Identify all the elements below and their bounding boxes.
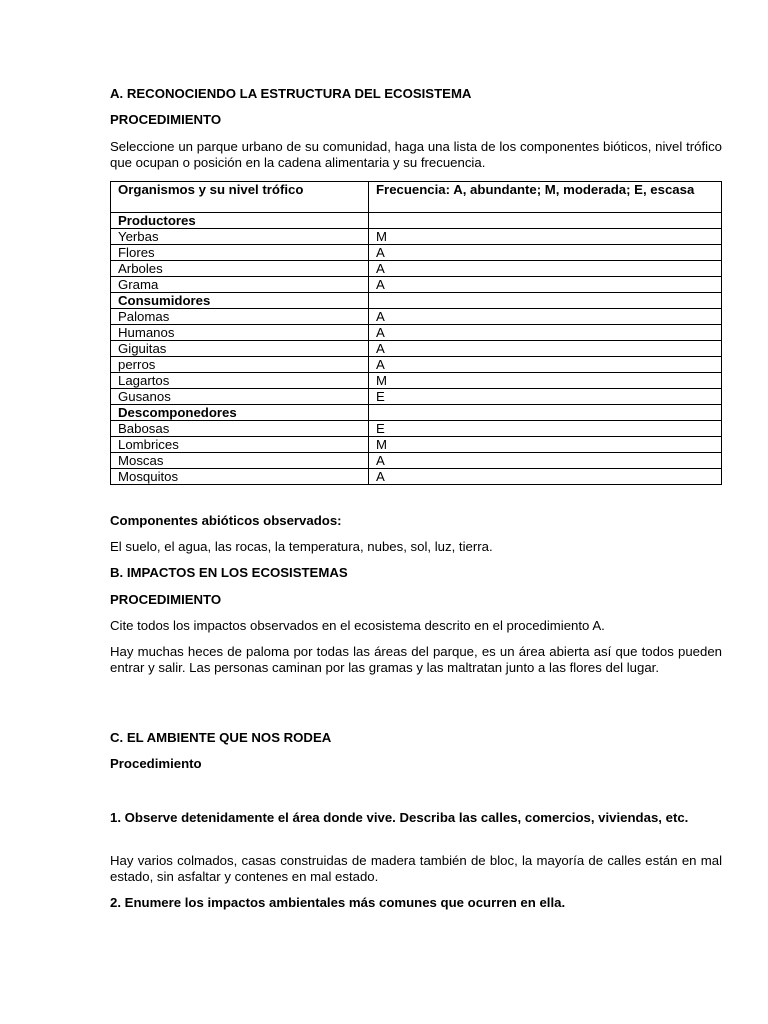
organism-column-header: Organismos y su nivel trófico: [111, 182, 369, 213]
frequency-cell: A: [369, 277, 722, 293]
organism-cell: Giguitas: [111, 341, 369, 357]
table-row: [111, 437, 722, 453]
organism-cell: Gusanos: [111, 389, 369, 405]
frequency-cell: A: [369, 245, 722, 261]
section-a-title: A. RECONOCIENDO LA ESTRUCTURA DEL ECOSISTEMA: [110, 86, 472, 101]
question-2: 2. Enumere los impactos ambientales más comunes que ocurren en ella.: [110, 895, 566, 910]
table-row: [111, 373, 722, 389]
question-1: 1. Observe detenidamente el área donde vive. Describa las calles, comercios, viviendas, etc.: [110, 810, 689, 825]
frequency-cell: A: [369, 261, 722, 277]
table-row: [111, 277, 722, 293]
organism-cell: Babosas: [111, 421, 369, 437]
section-b-procedure-heading: PROCEDIMIENTO: [110, 592, 222, 607]
table-row: [111, 421, 722, 437]
table-row: [111, 261, 722, 277]
empty-frequency-cell: [369, 293, 722, 309]
section-c-title: C. EL AMBIENTE QUE NOS RODEA: [110, 730, 332, 745]
frequency-cell: M: [369, 373, 722, 389]
organism-cell: Moscas: [111, 453, 369, 469]
table-group-row: [111, 213, 722, 229]
section-a-procedure-heading: PROCEDIMIENTO: [110, 112, 222, 127]
frequency-cell: E: [369, 421, 722, 437]
organism-cell: Lombrices: [111, 437, 369, 453]
empty-frequency-cell: [369, 405, 722, 421]
organism-cell: perros: [111, 357, 369, 373]
organism-cell: Lagartos: [111, 373, 369, 389]
section-b-title: B. IMPACTOS EN LOS ECOSISTEMAS: [110, 565, 348, 580]
organism-cell: Mosquitos: [111, 469, 369, 485]
table-group-row: [111, 405, 722, 421]
frequency-cell: A: [369, 469, 722, 485]
section-c-procedure-heading: Procedimiento: [110, 756, 202, 771]
frequency-column-header: Frecuencia: A, abundante; M, moderada; E, escasa: [369, 182, 722, 213]
section-b-instruction: Cite todos los impactos observados en el ecosistema descrito en el procedimiento A.: [110, 618, 605, 633]
table-row: [111, 341, 722, 357]
abiotic-heading: Componentes abióticos observados:: [110, 513, 342, 528]
frequency-cell: A: [369, 309, 722, 325]
frequency-cell: E: [369, 389, 722, 405]
table-row: [111, 229, 722, 245]
frequency-cell: M: [369, 437, 722, 453]
abiotic-text: El suelo, el agua, las rocas, la temperatura, nubes, sol, luz, tierra.: [110, 539, 493, 554]
organism-cell: Arboles: [111, 261, 369, 277]
trophic-group-label: Productores: [111, 213, 369, 229]
table-row: [111, 325, 722, 341]
section-b-answer: Hay muchas heces de paloma por todas las áreas del parque, es un área abierta así que todos pueden entrar y salir. Las personas caminan por las gramas y las maltratan junto a las flores del lugar.: [110, 644, 722, 675]
table-header-row: [111, 182, 722, 213]
table-row: [111, 469, 722, 485]
table-group-row: [111, 293, 722, 309]
table-row: [111, 389, 722, 405]
table-row: [111, 357, 722, 373]
frequency-cell: A: [369, 357, 722, 373]
frequency-table: [110, 181, 722, 485]
organism-cell: Grama: [111, 277, 369, 293]
organism-cell: Yerbas: [111, 229, 369, 245]
trophic-group-label: Consumidores: [111, 293, 369, 309]
table-row: [111, 245, 722, 261]
frequency-cell: A: [369, 453, 722, 469]
frequency-cell: A: [369, 341, 722, 357]
frequency-cell: A: [369, 325, 722, 341]
frequency-table-body: [111, 182, 722, 485]
table-row: [111, 453, 722, 469]
organism-cell: Palomas: [111, 309, 369, 325]
empty-frequency-cell: [369, 213, 722, 229]
organism-cell: Humanos: [111, 325, 369, 341]
organism-cell: Flores: [111, 245, 369, 261]
answer-1: Hay varios colmados, casas construidas de madera también de bloc, la mayoría de calles están en mal estado, sin asfaltar y contenes en mal estado.: [110, 853, 722, 884]
frequency-cell: M: [369, 229, 722, 245]
table-row: [111, 309, 722, 325]
section-a-instruction: Seleccione un parque urbano de su comunidad, haga una lista de los componentes bióticos, nivel trófico que ocupan o posición en la cadena alimentaria y su frecuencia.: [110, 139, 722, 170]
trophic-group-label: Descomponedores: [111, 405, 369, 421]
